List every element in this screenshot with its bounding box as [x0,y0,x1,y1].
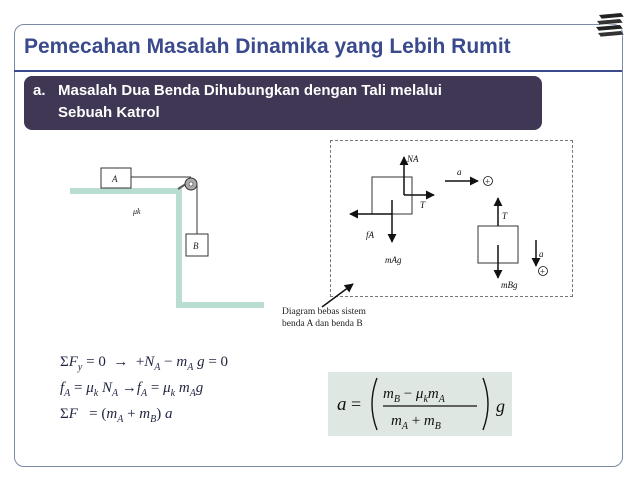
friction-coefficient-label: μk [133,207,141,216]
formula-g: g [496,396,505,416]
free-body-diagram [330,140,572,296]
diagram-caption [282,306,366,330]
block-a-label: A [112,174,118,184]
equation-2: $f_A = \mu_k$ $N_A \to f_A = \mu_k$ $m_Ag$ [60,380,204,399]
friction-force-label: fA [366,230,374,240]
books-logo-icon [593,10,627,40]
pulley-setup-diagram [68,158,278,308]
tension-a-label: T [420,200,426,210]
formula-lhs: a [337,394,347,415]
formula-numerator: $m_B - \mu_km_A$ [383,386,445,405]
slide-title: Pemecahan Masalah Dinamika yang Lebih Rumit [24,35,511,58]
caption-line-1: Diagram bebas sistem [282,307,366,317]
normal-force-label: NA [407,154,419,164]
title-underline [14,70,622,72]
equation-1: $\Sigma F_y = 0 \to +N_A - m_A$ g = 0 [60,354,229,373]
caption-line-2: benda A dan benda B [282,319,363,329]
equation-3: $\Sigma F = (m_A + m_B)$ a [60,406,173,425]
pulley-axle [189,182,193,186]
pointer-arrow-icon [322,284,353,307]
weight-b-label: mBg [501,280,518,290]
formula-right-paren [483,378,488,430]
block-b-label: B [193,241,199,251]
positive-sign-a: + [485,176,491,187]
acceleration-formula [333,374,511,434]
subtitle-line-2: Sebuah Katrol [58,104,160,121]
formula-denominator: $m_A + m_B$ [391,413,441,432]
weight-a-label: mAg [385,255,402,265]
subtitle-letter: a. [33,82,46,99]
table-surface [70,188,264,308]
subtitle-line-1: Masalah Dua Benda Dihubungkan dengan Tali melalui [58,82,442,99]
positive-sign-b: + [540,266,546,277]
acceleration-b-label: a [539,249,544,259]
formula-equals: = [351,394,362,414]
acceleration-a-label: a [457,167,462,177]
tension-b-label: T [502,211,508,221]
formula-left-paren [372,378,377,430]
